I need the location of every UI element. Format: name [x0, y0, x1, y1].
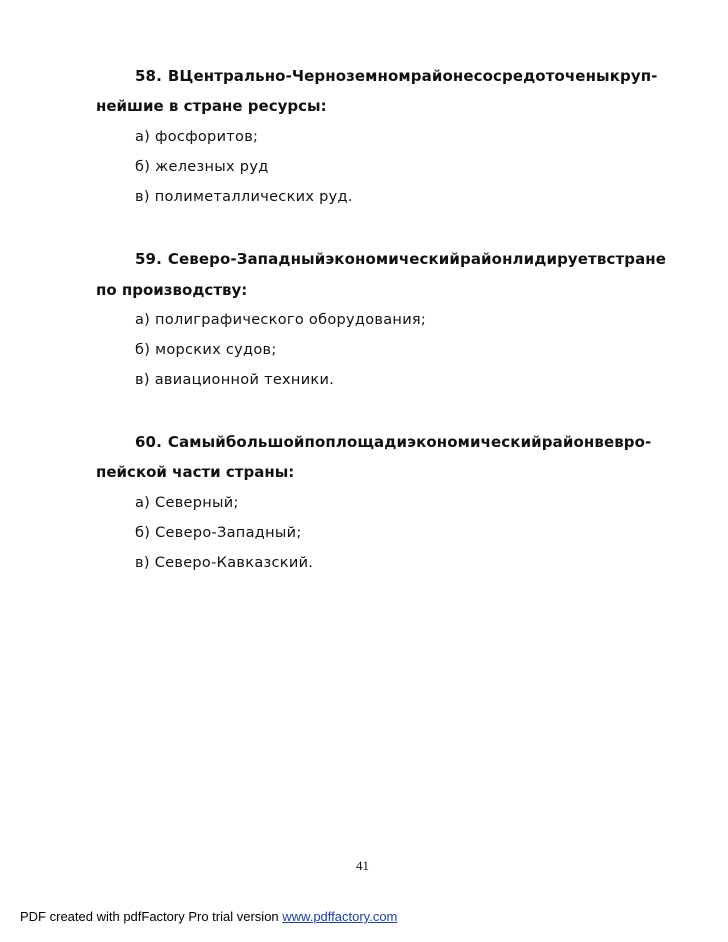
question-word: экономический [325, 250, 460, 268]
question-word: площади [325, 433, 408, 451]
question-word: район [541, 433, 595, 451]
question-word: в [594, 433, 604, 451]
question-word: экономический [407, 433, 542, 451]
answer-option: а) фосфоритов; [135, 129, 259, 145]
answer-option: б) морских судов; [135, 342, 277, 358]
question-word: районе [410, 67, 474, 85]
question-60-continuation: пейской части страны: [96, 463, 295, 481]
question-number: 58. [135, 67, 162, 85]
answer-option: в) полиметаллических руд. [135, 189, 353, 205]
question-word: лидирует [512, 250, 597, 268]
page-number: 41 [356, 858, 369, 873]
question-word: сосредоточены [473, 67, 610, 85]
question-word: круп- [609, 67, 658, 85]
answer-option: а) полиграфического оборудования; [135, 312, 427, 328]
answer-option: б) железных руд [135, 159, 269, 175]
question-word: В [167, 67, 180, 85]
question-word: стране [606, 250, 667, 268]
question-word: в [596, 250, 607, 268]
question-word: район [460, 250, 513, 268]
question-word: Самый [167, 433, 226, 451]
question-word: евро- [603, 433, 652, 451]
question-number: 60. [135, 433, 162, 451]
question-word: большой [225, 433, 305, 451]
answer-option: а) Северный; [135, 495, 239, 511]
question-58-continuation: нейшие в стране ресурсы: [96, 97, 327, 115]
question-59-heading [135, 249, 667, 269]
question-59-continuation: по производству: [96, 281, 248, 299]
answer-option: в) Северо-Кавказский. [135, 555, 314, 571]
pdf-footer [20, 909, 397, 925]
footer-link[interactable]: www.pdffactory.com [282, 909, 398, 924]
question-word: Северо-Западный [167, 250, 326, 268]
question-60-heading [135, 432, 652, 452]
question-word: по [304, 433, 326, 451]
question-word: Центрально-Черноземном [179, 67, 411, 85]
footer-text: PDF created with pdfFactory Pro trial version [20, 909, 283, 924]
question-number: 59. [135, 250, 162, 268]
answer-option: в) авиационной техники. [135, 372, 335, 388]
question-58-heading [135, 66, 658, 86]
answer-option: б) Северо-Западный; [135, 525, 302, 541]
